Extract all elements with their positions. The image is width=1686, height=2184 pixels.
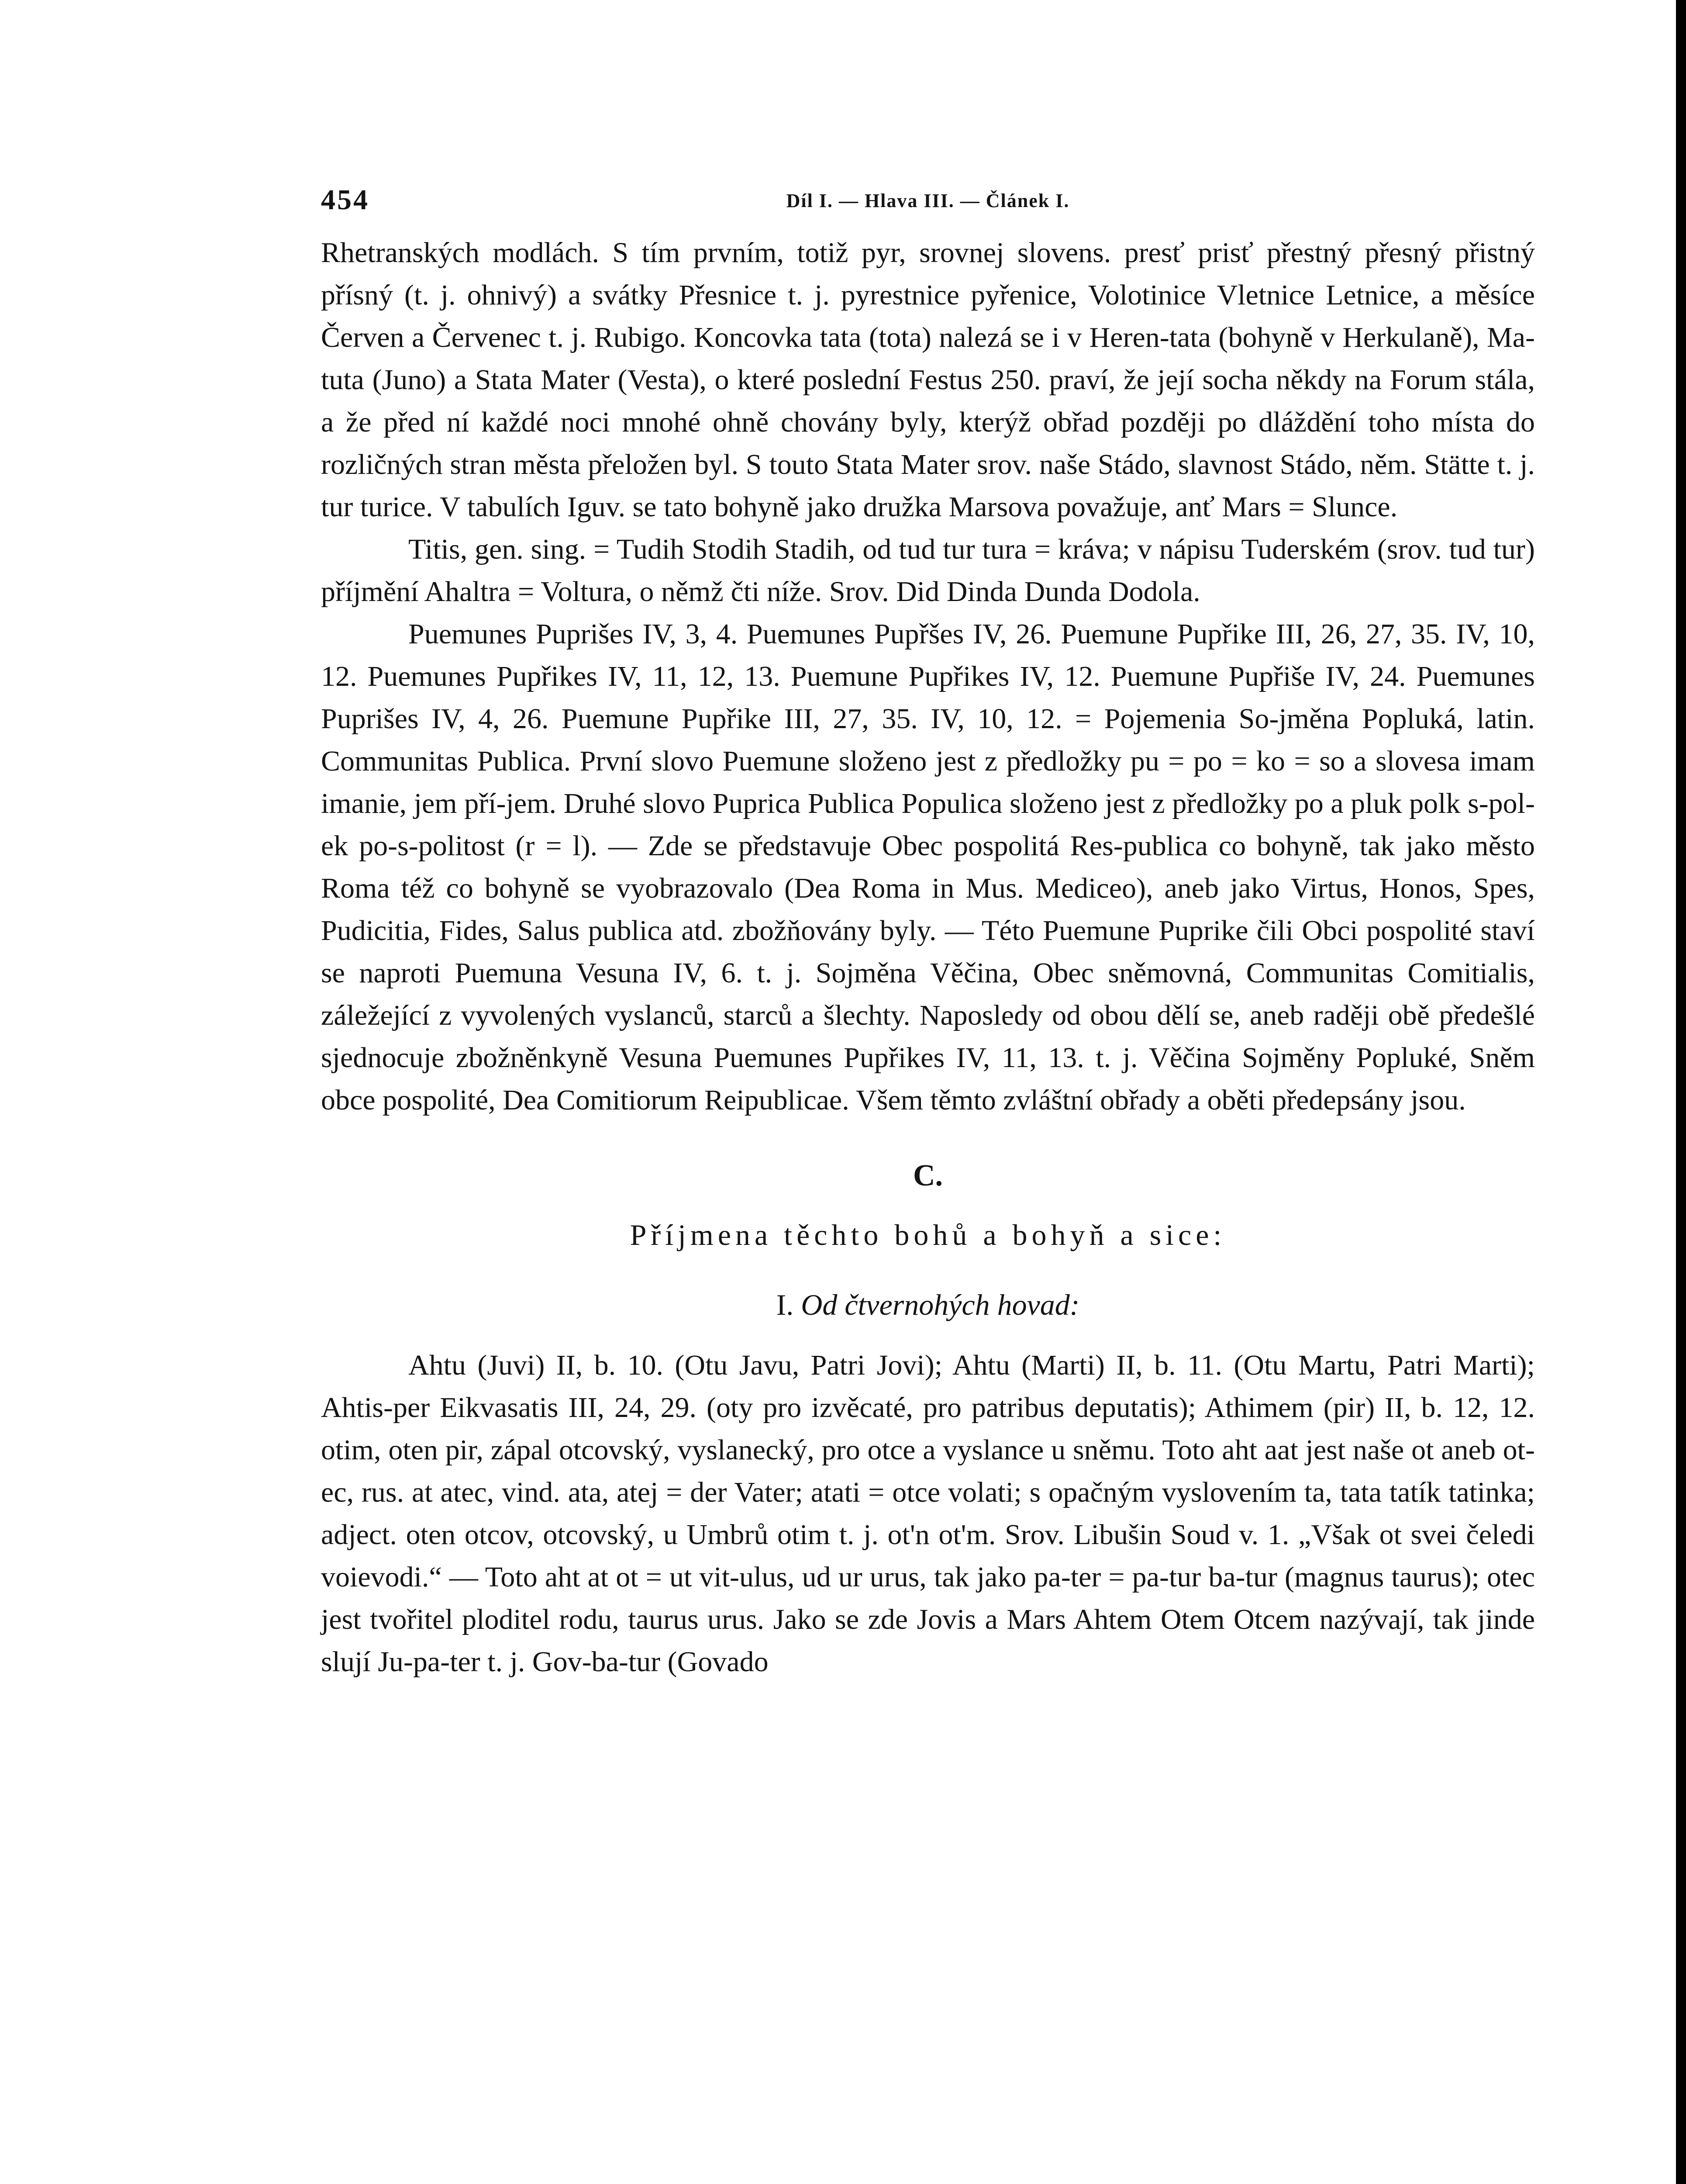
paragraph-1: Rhetranských modlách. S tím prvním, totiž pyr, srovnej slovens. presť prisť přestný přesný přistný přísný (t. j. ohnivý) a svátky Přesnice t. j. pyrestnice pyřenice, Volotinice Vletnice Letnice, a měsíce Červen a Červenec t. j. Rubigo. Koncovka tata (tota) nalezá se i v Heren-tata (bohyně v Herkulaně), Ma-tuta (Juno) a Stata Mater (Vesta), o které poslední Festus 250. praví, že její socha někdy na Forum stála, a že před ní každé noci mnohé ohně chovány byly, kterýž obřad později po dláždění toho místa do rozličných stran města přeložen byl. S touto Stata Mater srov. naše Stádo, slavnost Stádo, něm. Stätte t. j. tur turice. V tabulích Iguv. se tato bohyně jako družka Marsova považuje, anť Mars = Slunce. bbox=[321, 237, 1535, 523]
running-head bbox=[321, 183, 1535, 232]
paragraph-3: Puemunes Puprišes IV, 3, 4. Puemunes Pupřšes IV, 26. Puemune Pupřike III, 26, 27, 35. IV, 10, 12. Puemunes Pupřikes IV, 11, 12, 13. Puemune Pupřikes IV, 12. Puemune Pupřiše IV, 24. Puemunes Puprišes IV, 4, 26. Puemune Pupřike III, 27, 35. IV, 10, 12. = Pojemenia So-jměna Popluká, latin. Communitas Publica. První slovo Puemune složeno jest z předložky pu = po = ko = so a slovesa imam imanie, jem pří-jem. Druhé slovo Puprica Publica Populica složeno jest z předložky po a pluk polk s-pol-ek po-s-politost (r = l). — Zde se představuje Obec pospolitá Res-publica co bohyně, tak jako město Roma též co bohyně se vyobrazovalo (Dea Roma in Mus. Mediceo), aneb jako Virtus, Honos, Spes, Pudicitia, Fides, Salus publica atd. zbožňovány byly. — Této Puemune Puprike čili Obci pospolité staví se naproti Puemuna Vesuna IV, 6. t. j. Sojměna Věčina, Obec sněmovná, Communitas Comitialis, záležející z vyvolených vyslanců, starců a šlechty. Naposledy od obou dělí se, aneb raději obě předešlé sjednocuje zbožněnkyně Vesuna Puemunes Pupřikes IV, 11, 13. t. j. Věčina Sojměny Popluké, Sněm obce pospolité, Dea Comitiorum Reipublicae. Všem těmto zvláštní obřady a oběti předepsány jsou. bbox=[321, 618, 1535, 1116]
paragraph-2: Titis, gen. sing. = Tudih Stodih Stadih, od tud tur tura = kráva; v nápisu Tuderském (srov. tud tur) příjmění Ahaltra = Voltura, o němž čti níže. Srov. Did Dinda Dunda Dodola. bbox=[321, 533, 1535, 608]
section-letter: C. bbox=[913, 1159, 943, 1192]
subsection-text: Od čtvernohých hovad: bbox=[801, 1288, 1080, 1321]
section-title: Příjmena těchto bohů a bohyň a sice: bbox=[630, 1218, 1226, 1251]
body-text bbox=[321, 232, 1535, 1683]
page-number: 454 bbox=[321, 184, 369, 216]
page-edge-right bbox=[1676, 0, 1686, 2184]
subsection-title bbox=[321, 1279, 1535, 1331]
paragraph-4: Ahtu (Juvi) II, b. 10. (Otu Javu, Patri Jovi); Ahtu (Marti) II, b. 11. (Otu Martu, Patri Marti); Ahtis-per Eikvasatis III, 24, 29. (oty pro izvěcaté, pro patribus deputatis); Athimem (pir) II, b. 12, 12. otim, oten pir, zápal otcovský, vyslanecký, pro otce a vyslance u sněmu. Toto aht aat jest naše ot aneb ot-ec, rus. at atec, vind. ata, atej = der Vater; atati = otce volati; s opačným vyslovením ta, tata tatík tatinka; adject. oten otcov, otcovský, u Umbrů otim t. j. ot'n ot'm. Srov. Libušin Soud v. 1. „Však ot svei čeledi voievodi.“ — Toto aht at ot = ut vit-ulus, ud ur urus, tak jako pa-ter = pa-tur ba-tur (magnus taurus); otec jest tvořitel ploditel rodu, taurus urus. Jako se zde Jovis a Mars Ahtem Otem Otcem nazývají, tak jinde slují Ju-pa-ter t. j. Gov-ba-tur (Govado bbox=[321, 1349, 1535, 1678]
running-title: Díl I. — Hlava III. — Článek I. bbox=[786, 190, 1070, 211]
subsection-number: I. bbox=[776, 1288, 801, 1321]
book-page bbox=[321, 183, 1535, 1683]
